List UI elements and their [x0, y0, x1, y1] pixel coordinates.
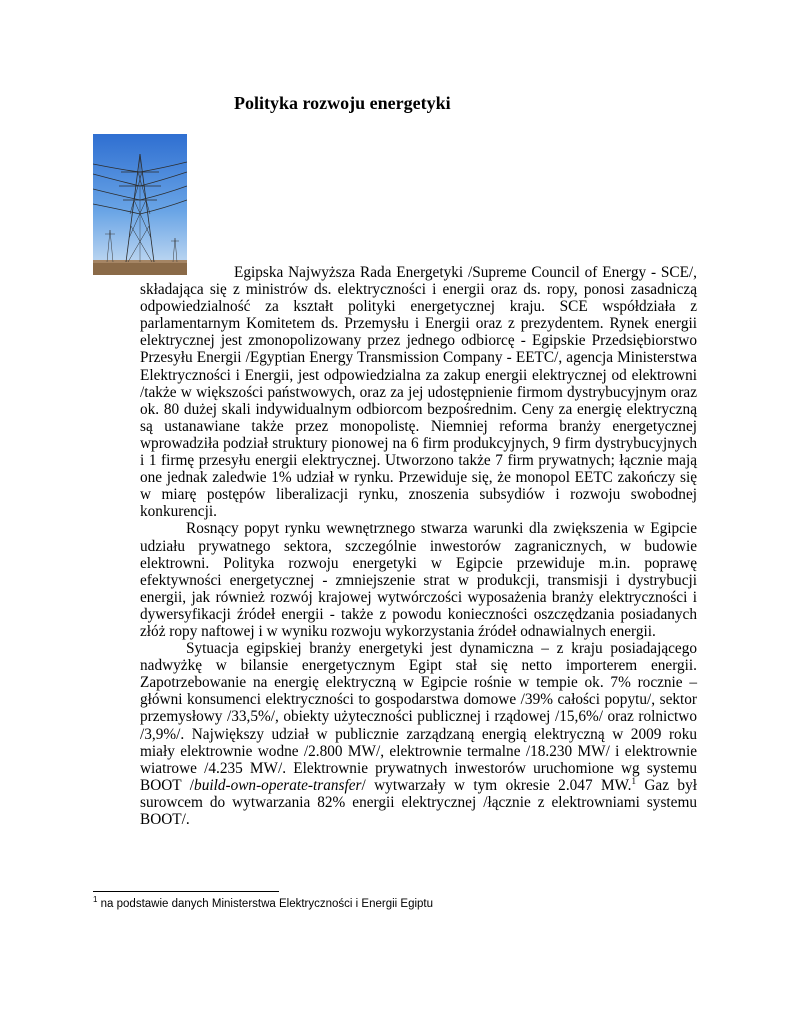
paragraph-3-text-after: / wytwarzały w tym okresie 2.047 MW.: [361, 776, 632, 794]
footnote-number: 1: [93, 895, 98, 905]
footnote-separator: [93, 891, 279, 892]
footnote-reference: 1: [631, 775, 636, 786]
paragraph-2: Rosnący popyt rynku wewnętrznego stwarza warunki dla zwiększenia w Egipcie udziału prywatnego sektora, szczególnie inwestorów zagranicznych, w budowie elektrowni. Polityka rozwoju energetyki w Egipcie przewiduje m.in. poprawę efektywności energetycznej - zmniejszenie strat w produkcji, transmisji i dystrybucji energii, jak również rozwój krajowej wytwórczości wyposażenia branży elektryczności i dywersyfikacji źródeł energii - także z powodu konieczności oszczędzania posiadanych złóż ropy naftowej i w wyniku rozwoju wykorzystania źródeł odnawialnych energii.: [140, 520, 697, 640]
document-body: [140, 264, 697, 828]
paragraph-3-italic: build-own-operate-transfer: [194, 776, 362, 794]
page-title: Polityka rozwoju energetyki: [234, 93, 451, 113]
paragraph-3: [140, 640, 697, 828]
footnote: [93, 895, 434, 910]
footnote-text: na podstawie danych Ministerstwa Elektryczności i Energii Egiptu: [97, 898, 434, 910]
paragraph-1: Egipska Najwyższa Rada Energetyki /Supreme Council of Energy - SCE/, składająca się z ministrów ds. elektryczności i energii oraz ds. ropy, ponosi zasadniczą odpowiedzialność za kształt polityki energetycznej kraju. SCE współdziała z parlamentarnym Komitetem ds. Przemysłu i Energii oraz z prezydentem. Rynek energii elektrycznej jest zmonopolizowany przez jednego odbiorcę - Egipskie Przedsiębiorstwo Przesyłu Energii /Egyptian Energy Transmission Company - EETC/, agencja Ministerstwa Elektryczności i Energii, jest odpowiedzialna za zakup energii elektrycznej od elektrowni /także w większości państwowych, oraz za jej udostępnienie firmom dystrybucyjnym oraz ok. 80 dużej skali indywidualnym odbiorcom bezpośrednim. Ceny za energię elektryczną są ustanawiane także przez monopolistę. Niemniej reforma branży energetycznej wprowadziła podział struktury pionowej na 6 firm produkcyjnych, 9 firm dystrybucyjnych i 1 firmę przesyłu energii elektrycznej. Utworzono także 7 firm prywatnych; łącznie mają one jednak zaledwie 1% udział w rynku. Przewiduje się, że monopol EETC zakończy się w miarę postępów liberalizacji rynku, znoszenia subsydiów i rozwoju swobodnej konkurencji.: [140, 264, 697, 521]
power-transmission-tower-icon: [93, 134, 187, 275]
paragraph-3-text: Sytuacja egipskiej branży energetyki jest dynamiczna – z kraju posiadającego nadwyżkę w bilansie energetycznym Egipt stał się netto importerem energii. Zapotrzebowanie na energię elektryczną w Egipcie rośnie w tempie ok. 7% rocznie – główni konsumenci elektryczności to gospodarstwa domowe /39% całości popytu/, sektor przemysłowy /33,5%/, obiekty użyteczności publicznej i rządowej /15,6%/ oraz rolnictwo /3,9%/. Największy udział w publicznie zarządzaną energią elektryczną w 2009 roku miały elektrownie wodne /2.800 MW/, elektrownie termalne /18.230 MW/ i elektrownie wiatrowe /4.235 MW/. Elektrownie prywatnych inwestorów uruchomione wg systemu BOOT /: [140, 640, 697, 794]
paragraph-3-text-end: Gaz był surowcem do wytwarzania 82% energii elektrycznej /łącznie z elektrowniami systemu BOOT/.: [140, 776, 697, 828]
power-tower-photo: [93, 134, 187, 275]
